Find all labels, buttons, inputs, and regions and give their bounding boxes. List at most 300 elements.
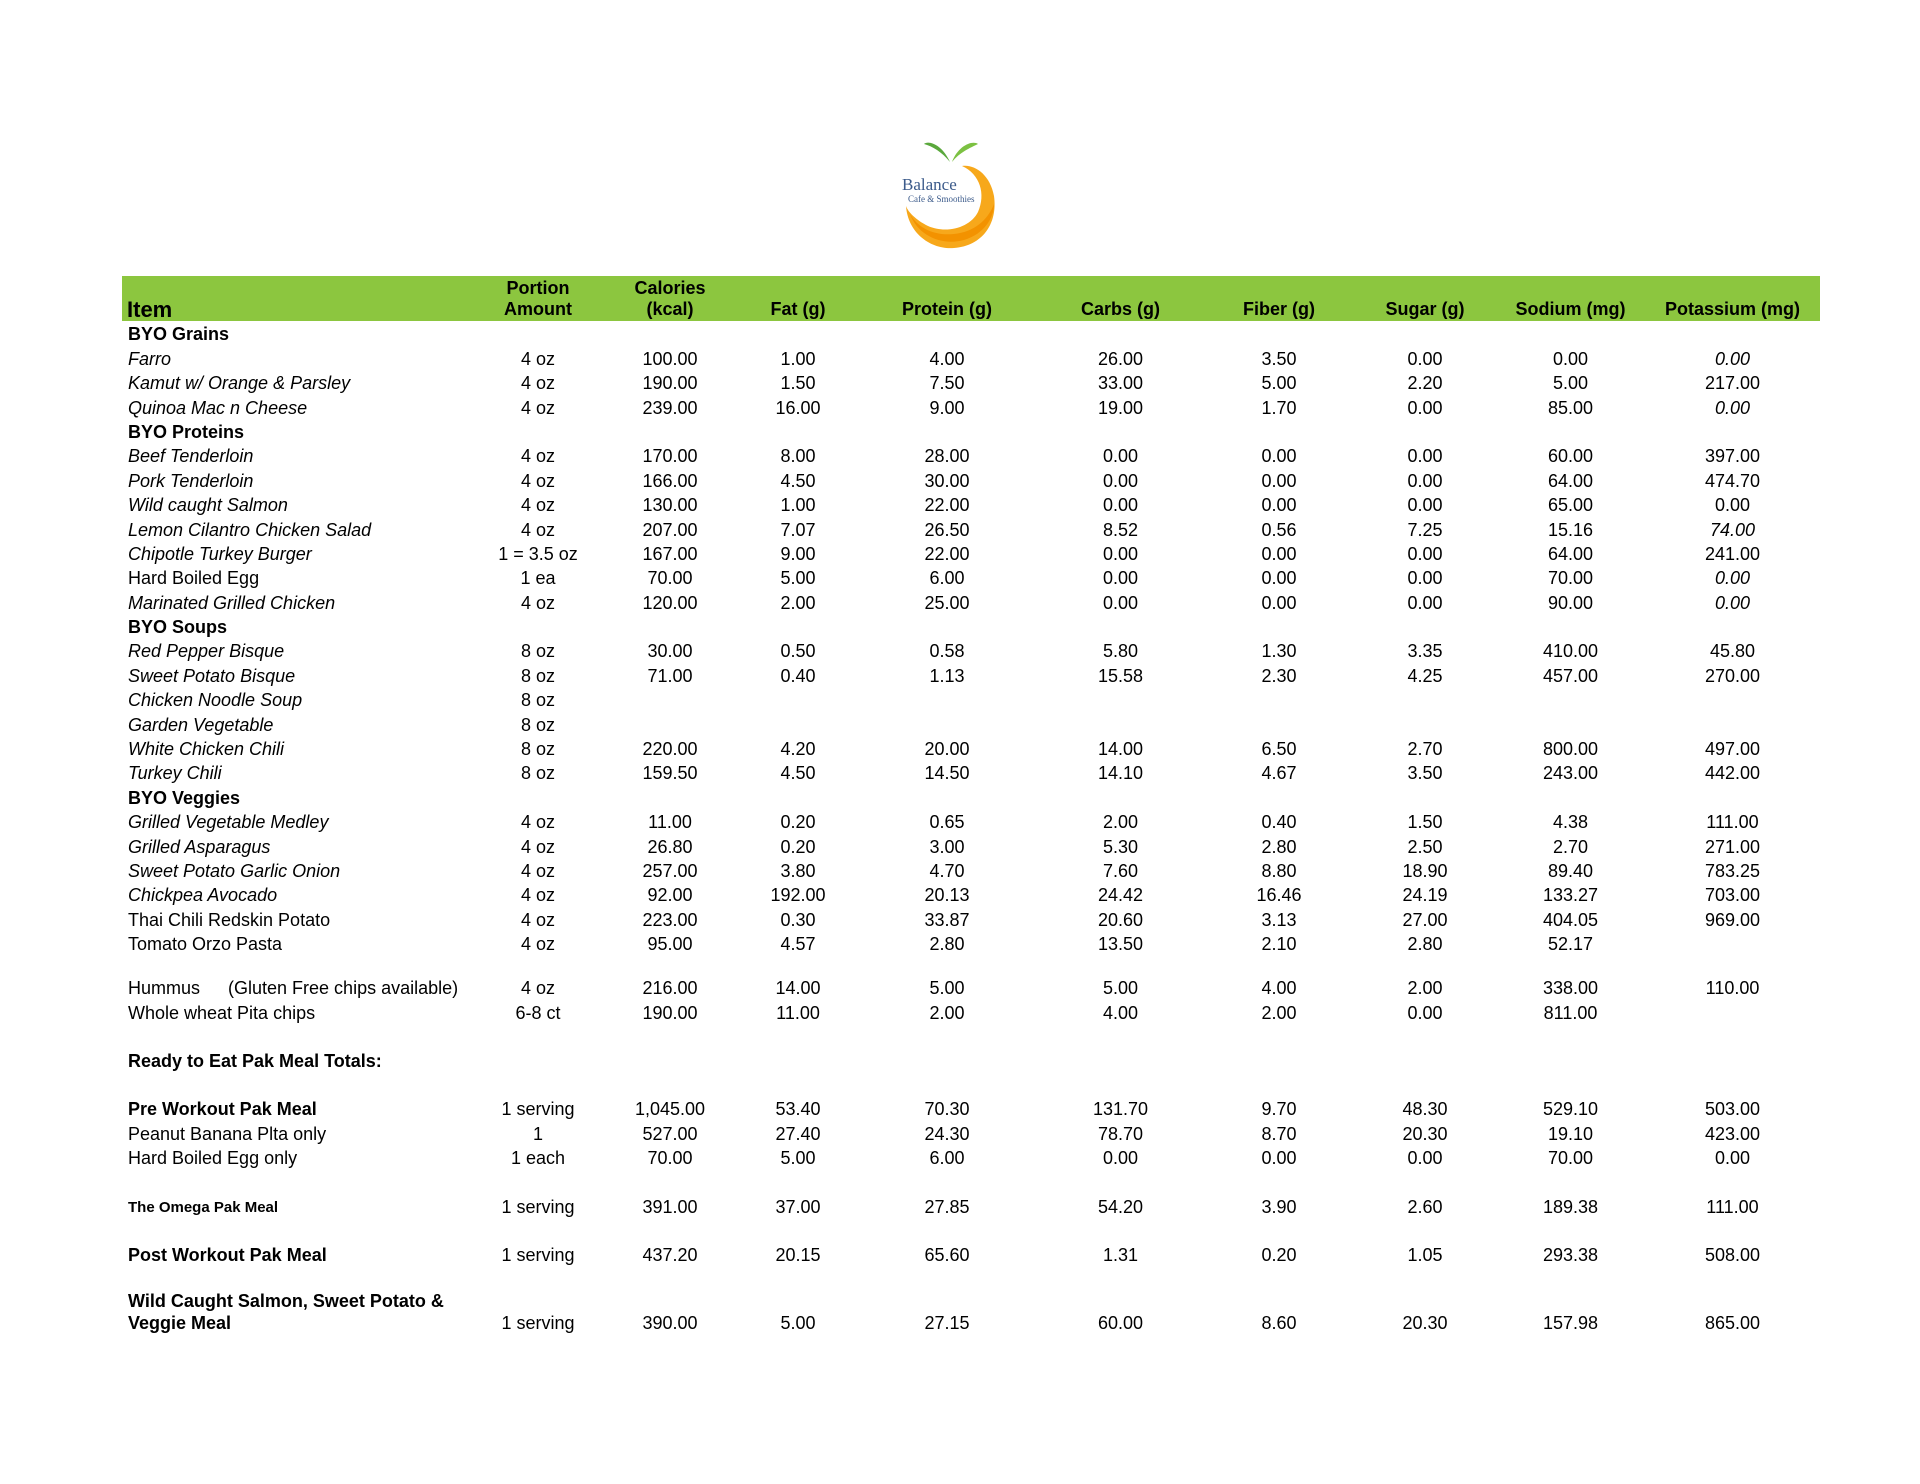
potassium-cell: 783.25 [1704, 860, 1761, 881]
calories-cell: 207.00 [642, 519, 698, 540]
item-name: Lemon Cilantro Chicken Salad [128, 519, 372, 540]
item-name: The Omega Pak Meal [128, 1198, 279, 1216]
carbs-cell: 60.00 [1097, 1312, 1144, 1333]
sodium-cell: 52.17 [1547, 934, 1594, 955]
protein-cell: 22.00 [924, 495, 970, 516]
protein-cell: 20.13 [924, 885, 970, 906]
portion-cell: 4 oz [520, 978, 556, 999]
nutrition-table [122, 276, 1820, 1334]
portion-cell: 1 each [510, 1148, 566, 1169]
sugar-cell: 0.00 [1407, 397, 1443, 418]
sodium-cell: 65.00 [1547, 495, 1594, 516]
sugar-cell: 20.30 [1402, 1312, 1448, 1333]
sodium-cell: 2.70 [1552, 836, 1589, 857]
potassium-cell [1645, 931, 1820, 955]
calories-cell: 120.00 [642, 592, 698, 613]
fat-cell: 0.30 [780, 909, 816, 930]
potassium-cell: 271.00 [1704, 836, 1761, 857]
fat-cell: 5.00 [780, 568, 816, 589]
table-row [122, 833, 1820, 857]
sugar-cell: 2.20 [1407, 373, 1443, 394]
table-row [122, 999, 1820, 1023]
calories-cell: 190.00 [642, 373, 698, 394]
portion-cell: 4 oz [520, 373, 556, 394]
portion-cell: 6-8 ct [515, 1002, 561, 1023]
sugar-cell: 20.30 [1402, 1123, 1448, 1144]
potassium-cell: 111.00 [1706, 1196, 1759, 1217]
item-name: Hard Boiled Egg [128, 568, 260, 589]
col-header-fiber: Fiber (g) [1243, 299, 1315, 319]
col-header-item: Item [127, 297, 173, 322]
sodium-cell: 85.00 [1547, 397, 1594, 418]
calories-cell: 1,045.00 [634, 1099, 706, 1120]
potassium-cell: 270.00 [1704, 665, 1761, 686]
fiber-cell: 0.00 [1261, 470, 1297, 491]
sodium-cell: 89.40 [1547, 860, 1594, 881]
item-name: Red Pepper Bisque [128, 641, 285, 662]
fat-cell: 4.20 [780, 739, 816, 760]
sodium-cell: 64.00 [1547, 543, 1594, 564]
fat-cell: 1.00 [780, 348, 816, 369]
table-row [122, 370, 1820, 394]
fiber-cell: 5.00 [1261, 373, 1297, 394]
protein-cell: 7.50 [929, 373, 965, 394]
carbs-cell: 13.50 [1097, 934, 1144, 955]
sugar-cell: 0.00 [1407, 1002, 1443, 1023]
portion-cell: 4 oz [520, 909, 556, 930]
sugar-cell: 0.00 [1407, 568, 1443, 589]
fiber-cell: 4.00 [1261, 978, 1297, 999]
item-name: Chicken Noodle Soup [128, 690, 303, 711]
sugar-cell: 1.50 [1407, 812, 1443, 833]
sodium-cell: 133.27 [1542, 885, 1599, 906]
portion-cell: 1 serving [501, 1196, 575, 1217]
carbs-cell: 1.31 [1102, 1244, 1139, 1265]
calories-cell: 26.80 [647, 836, 693, 857]
fat-cell: 0.50 [780, 641, 816, 662]
carbs-cell: 54.20 [1097, 1196, 1144, 1217]
table-row [122, 394, 1820, 418]
protein-cell: 20.00 [924, 739, 970, 760]
protein-cell: 25.00 [924, 592, 970, 613]
fat-cell: 192.00 [770, 885, 826, 906]
portion-cell: 4 oz [520, 397, 556, 418]
logo-text-bottom: Cafe & Smoothies [908, 194, 975, 204]
fiber-cell: 1.70 [1261, 397, 1297, 418]
calories-cell: 30.00 [647, 641, 693, 662]
table-row [122, 345, 1820, 369]
sugar-cell: 0.00 [1407, 543, 1443, 564]
calories-cell: 130.00 [642, 495, 698, 516]
portion-cell: 1 serving [501, 1244, 575, 1265]
calories-cell: 11.00 [648, 812, 692, 833]
protein-cell: 70.30 [924, 1099, 970, 1120]
protein-cell: 24.30 [924, 1123, 970, 1144]
portion-cell: 8 oz [520, 690, 556, 711]
item-name: Turkey Chili [128, 763, 222, 784]
carbs-cell: 8.52 [1102, 519, 1139, 540]
portion-line1: Portion [506, 278, 570, 298]
sodium-cell: 800.00 [1542, 739, 1599, 760]
col-header-calories [601, 276, 739, 321]
fat-cell: 4.50 [780, 470, 816, 491]
item-name: Marinated Grilled Chicken [128, 592, 336, 613]
protein-cell: 27.15 [924, 1312, 970, 1333]
portion-cell: 4 oz [520, 836, 556, 857]
carbs-cell: 78.70 [1097, 1123, 1144, 1144]
potassium-cell: 111.00 [1706, 812, 1759, 833]
section-row-byo-veggies [122, 784, 1820, 808]
fat-cell: 7.07 [780, 519, 816, 540]
sodium-cell: 157.98 [1542, 1312, 1599, 1333]
item-name: Beef Tenderloin [128, 446, 254, 467]
table-row [122, 858, 1820, 882]
sugar-cell: 2.60 [1407, 1196, 1443, 1217]
sodium-cell: 19.10 [1547, 1123, 1594, 1144]
col-header-carbs: Carbs (g) [1080, 299, 1160, 319]
sugar-cell: 27.00 [1402, 909, 1448, 930]
protein-cell: 0.65 [929, 812, 965, 833]
table-row [122, 736, 1820, 760]
fat-cell: 5.00 [780, 1312, 816, 1333]
table-row [122, 1193, 1820, 1217]
portion-cell: 4 oz [520, 885, 556, 906]
calories-cell: 170.00 [642, 446, 698, 467]
protein-cell: 22.00 [924, 543, 970, 564]
item-name: Grilled Asparagus [128, 836, 271, 857]
table-row [122, 492, 1820, 516]
table-row [122, 1242, 1820, 1266]
item-name-main: Hummus [128, 978, 201, 999]
item-name: BYO Soups [128, 617, 228, 638]
potassium-cell: 0.00 [1714, 568, 1751, 589]
item-name: Ready to Eat Pak Meal Totals: [128, 1050, 382, 1071]
calories-cell: 159.50 [642, 763, 698, 784]
portion-cell: 4 oz [520, 812, 556, 833]
sugar-cell: 0.00 [1407, 470, 1443, 491]
item-name: Sweet Potato Garlic Onion [128, 860, 341, 881]
sodium-cell: 15.16 [1547, 519, 1594, 540]
sodium-cell: 293.38 [1542, 1244, 1599, 1265]
portion-cell: 8 oz [520, 763, 556, 784]
sodium-cell: 529.10 [1542, 1099, 1599, 1120]
fat-cell: 8.00 [780, 446, 816, 467]
carbs-cell: 0.00 [1102, 446, 1139, 467]
fat-cell: 20.15 [775, 1244, 821, 1265]
carbs-cell: 26.00 [1097, 348, 1144, 369]
table-row [122, 516, 1820, 540]
table-row [122, 809, 1820, 833]
fiber-cell: 2.00 [1261, 1002, 1297, 1023]
potassium-cell [1645, 999, 1820, 1023]
table-row [122, 1096, 1820, 1120]
section-row-byo-soups [122, 614, 1820, 638]
protein-cell: 6.00 [929, 1148, 965, 1169]
item-name: Chipotle Turkey Burger [128, 543, 312, 564]
fat-cell: 4.50 [780, 763, 816, 784]
item-name: BYO Proteins [128, 421, 245, 442]
item-name: Hard Boiled Egg only [128, 1148, 298, 1169]
sugar-cell: 0.00 [1407, 446, 1443, 467]
carbs-cell: 14.00 [1097, 739, 1144, 760]
portion-cell: 1 serving [501, 1099, 575, 1120]
sodium-cell: 338.00 [1542, 978, 1599, 999]
spacer-row [122, 1218, 1820, 1242]
calories-cell: 71.00 [647, 665, 693, 686]
portion-cell: 1 = 3.5 oz [498, 543, 578, 564]
portion-cell: 8 oz [520, 739, 556, 760]
fiber-cell: 8.60 [1261, 1312, 1297, 1333]
item-name [122, 955, 475, 999]
fat-cell: 14.00 [775, 978, 821, 999]
fat-cell: 5.00 [780, 1148, 816, 1169]
sodium-cell: 243.00 [1542, 763, 1599, 784]
item-name: Kamut w/ Orange & Parsley [128, 373, 351, 394]
fiber-cell: 8.80 [1261, 860, 1297, 881]
protein-cell: 26.50 [924, 519, 970, 540]
fiber-cell: 2.10 [1261, 934, 1297, 955]
fat-cell: 11.00 [776, 1002, 820, 1023]
portion-cell: 8 oz [520, 665, 556, 686]
carbs-cell: 2.00 [1102, 812, 1139, 833]
table-row [122, 760, 1820, 784]
protein-cell: 0.58 [929, 641, 965, 662]
spacer-row [122, 1169, 1820, 1193]
portion-cell: 4 oz [520, 934, 556, 955]
table-row [122, 662, 1820, 686]
sugar-cell: 2.00 [1407, 978, 1443, 999]
carbs-cell: 24.42 [1097, 885, 1144, 906]
item-name: Pre Workout Pak Meal [128, 1099, 317, 1120]
sugar-cell: 1.05 [1407, 1244, 1443, 1265]
sugar-cell: 3.50 [1407, 763, 1443, 784]
calories-cell: 190.00 [642, 1002, 698, 1023]
calories-cell: 70.00 [647, 568, 693, 589]
balance-cafe-logo [898, 134, 1002, 254]
item-name: Garden Vegetable [128, 714, 274, 735]
table-row [122, 1120, 1820, 1144]
sodium-cell: 70.00 [1547, 1148, 1594, 1169]
fat-cell: 1.50 [780, 373, 816, 394]
sugar-cell: 2.80 [1407, 934, 1443, 955]
section-row-byo-proteins [122, 419, 1820, 443]
calories-cell: 220.00 [642, 739, 698, 760]
fiber-cell: 0.00 [1261, 446, 1297, 467]
potassium-cell: 0.00 [1714, 348, 1751, 369]
logo-text-top: Balance [902, 175, 957, 194]
sugar-cell: 3.35 [1407, 641, 1443, 662]
protein-cell: 30.00 [924, 470, 970, 491]
item-name: Chickpea Avocado [128, 885, 278, 906]
fat-cell: 3.80 [780, 860, 816, 881]
sugar-cell: 0.00 [1407, 348, 1443, 369]
fiber-cell: 0.00 [1261, 592, 1297, 613]
fiber-cell: 1.30 [1261, 641, 1297, 662]
carbs-cell: 5.80 [1102, 641, 1139, 662]
potassium-cell: 397.00 [1704, 446, 1761, 467]
calories-cell: 223.00 [642, 909, 698, 930]
table-row [122, 467, 1820, 491]
calories-cell: 239.00 [642, 397, 698, 418]
protein-cell: 2.80 [929, 934, 965, 955]
fat-cell: 0.20 [780, 812, 816, 833]
sodium-cell: 811.00 [1543, 1002, 1598, 1023]
item-name: BYO Grains [128, 324, 230, 345]
carbs-cell: 0.00 [1102, 470, 1139, 491]
potassium-cell: 74.00 [1709, 519, 1756, 540]
section-row-byo-grains [122, 321, 1820, 345]
protein-cell: 3.00 [929, 836, 965, 857]
portion-cell: 1 serving [501, 1312, 575, 1333]
sugar-cell: 2.70 [1407, 739, 1443, 760]
sugar-cell: 0.00 [1407, 592, 1443, 613]
col-header-portion [475, 276, 601, 321]
protein-cell: 6.00 [929, 568, 965, 589]
calories-cell: 166.00 [642, 470, 698, 491]
calories-cell: 95.00 [647, 934, 693, 955]
item-name: Farro [128, 348, 172, 369]
carbs-cell: 0.00 [1102, 1148, 1139, 1169]
item-name: Peanut Banana Plta only [128, 1123, 327, 1144]
fiber-cell: 3.90 [1261, 1196, 1297, 1217]
fiber-cell: 0.00 [1261, 1148, 1297, 1169]
fat-cell: 4.57 [780, 934, 816, 955]
table-row [122, 541, 1820, 565]
sugar-cell: 0.00 [1407, 1148, 1443, 1169]
potassium-cell: 0.00 [1714, 397, 1751, 418]
fiber-cell: 6.50 [1261, 739, 1297, 760]
potassium-cell: 0.00 [1714, 592, 1751, 613]
table-header-row [122, 276, 1820, 321]
fat-cell: 1.00 [780, 495, 816, 516]
fiber-cell: 0.56 [1261, 519, 1297, 540]
fiber-cell: 3.50 [1261, 348, 1297, 369]
item-name: Post Workout Pak Meal [128, 1244, 327, 1265]
table-row [122, 1290, 1820, 1334]
carbs-cell: 4.00 [1102, 1002, 1139, 1023]
calories-cell: 100.00 [642, 348, 698, 369]
sugar-cell: 24.19 [1402, 885, 1448, 906]
fiber-cell: 0.40 [1261, 812, 1297, 833]
fat-cell: 27.40 [775, 1123, 821, 1144]
calories-line2: (kcal) [646, 299, 694, 319]
section-row-pak-meal-totals [122, 1048, 1820, 1072]
sodium-cell: 410.00 [1542, 641, 1599, 662]
fiber-cell: 2.80 [1261, 836, 1297, 857]
sugar-cell: 18.90 [1402, 860, 1448, 881]
potassium-cell: 45.80 [1709, 641, 1756, 662]
sodium-cell: 457.00 [1542, 665, 1599, 686]
item-name: Wild Caught Salmon, Sweet Potato & Veggie Meal [128, 1290, 444, 1333]
fat-cell: 37.00 [775, 1196, 821, 1217]
protein-cell: 5.00 [929, 978, 965, 999]
col-header-sugar: Sugar (g) [1385, 299, 1465, 319]
table-row [122, 589, 1820, 613]
potassium-cell: 110.00 [1705, 978, 1760, 999]
sodium-cell: 404.05 [1542, 909, 1599, 930]
spacer-row [122, 1266, 1820, 1290]
col-header-potassium: Potassium (mg) [1664, 299, 1801, 319]
fiber-cell: 9.70 [1261, 1099, 1297, 1120]
fat-cell: 9.00 [780, 543, 816, 564]
item-name-note: (Gluten Free chips available) [228, 978, 459, 999]
portion-cell: 4 oz [520, 348, 556, 369]
col-header-protein: Protein (g) [902, 299, 992, 319]
logo-graphic [898, 134, 1002, 254]
portion-cell: 8 oz [520, 714, 556, 735]
fiber-cell: 0.00 [1261, 543, 1297, 564]
protein-cell: 28.00 [924, 446, 970, 467]
fat-cell: 0.40 [780, 665, 816, 686]
sodium-cell: 5.00 [1552, 373, 1589, 394]
table-row [122, 638, 1820, 662]
sodium-cell: 70.00 [1547, 568, 1594, 589]
calories-cell: 390.00 [642, 1312, 698, 1333]
potassium-cell: 0.00 [1714, 1148, 1751, 1169]
carbs-cell: 0.00 [1102, 543, 1139, 564]
protein-cell: 1.13 [929, 665, 965, 686]
calories-cell: 216.00 [642, 978, 698, 999]
sugar-cell: 7.25 [1407, 519, 1443, 540]
sodium-cell: 64.00 [1547, 470, 1594, 491]
carbs-cell: 33.00 [1097, 373, 1144, 394]
fiber-cell: 2.30 [1261, 665, 1297, 686]
fiber-cell: 0.00 [1261, 495, 1297, 516]
carbs-cell: 5.00 [1102, 978, 1139, 999]
portion-cell: 1 ea [520, 568, 556, 589]
col-header-sodium: Sodium (mg) [1515, 299, 1626, 319]
calories-cell: 257.00 [642, 860, 698, 881]
fat-cell: 16.00 [775, 397, 821, 418]
sugar-cell: 4.25 [1407, 665, 1443, 686]
item-name: Thai Chili Redskin Potato [128, 909, 331, 930]
fiber-cell: 16.46 [1256, 885, 1302, 906]
carbs-cell: 7.60 [1102, 860, 1139, 881]
fiber-cell: 4.67 [1261, 763, 1297, 784]
calories-cell: 70.00 [647, 1148, 693, 1169]
potassium-cell: 217.00 [1704, 373, 1761, 394]
sugar-cell: 2.50 [1407, 836, 1443, 857]
carbs-cell: 15.58 [1097, 665, 1144, 686]
sodium-cell: 90.00 [1547, 592, 1594, 613]
sodium-cell: 4.38 [1552, 812, 1589, 833]
carbs-cell: 0.00 [1102, 568, 1139, 589]
calories-line1: Calories [634, 278, 706, 298]
carbs-cell: 0.00 [1102, 592, 1139, 613]
carbs-cell: 19.00 [1097, 397, 1144, 418]
potassium-cell: 423.00 [1704, 1123, 1761, 1144]
sugar-cell: 48.30 [1402, 1099, 1448, 1120]
carbs-cell: 0.00 [1102, 495, 1139, 516]
carbs-cell: 20.60 [1097, 909, 1144, 930]
item-name: Grilled Vegetable Medley [128, 812, 329, 833]
protein-cell: 4.70 [929, 860, 965, 881]
calories-cell: 92.00 [647, 885, 693, 906]
protein-cell: 65.60 [924, 1244, 970, 1265]
table-row [122, 1145, 1820, 1169]
portion-cell: 1 [532, 1123, 543, 1144]
potassium-cell: 497.00 [1704, 739, 1761, 760]
calories-cell: 527.00 [642, 1123, 698, 1144]
portion-line2: Amount [504, 299, 572, 319]
potassium-cell: 703.00 [1704, 885, 1761, 906]
spacer-row [122, 1072, 1820, 1096]
potassium-cell: 442.00 [1704, 763, 1761, 784]
carbs-cell: 14.10 [1097, 763, 1144, 784]
table-row [122, 955, 1820, 999]
portion-cell: 4 oz [520, 860, 556, 881]
spacer-row [122, 1024, 1820, 1048]
